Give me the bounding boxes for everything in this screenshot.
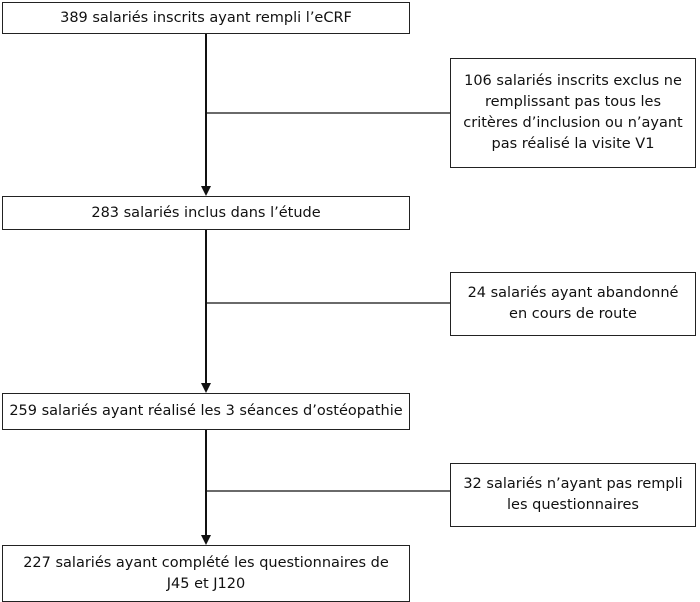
- box-dropped-out-line: 24 salariés ayant abandonné: [467, 285, 679, 301]
- box-excluded: [450, 58, 696, 168]
- box-excluded-line: 106 salariés inscrits exclus ne: [464, 73, 682, 89]
- box-dropped-out-text: [468, 283, 679, 325]
- box-completed-questionnaires: [2, 545, 410, 602]
- box-dropped-out-line: en cours de route: [509, 306, 637, 322]
- box-enrolled-text: [60, 8, 352, 29]
- box-enrolled-line: 389 salariés inscrits ayant rempli l’eCRF: [60, 9, 352, 26]
- box-completed-sessions-line: 259 salariés ayant réalisé les 3 séances d’ostéopathie: [9, 403, 403, 419]
- box-excluded-line: critères d’inclusion ou n’ayant: [463, 115, 683, 131]
- box-excluded-text: [463, 71, 682, 155]
- box-completed-questionnaires-line: J45 et J120: [166, 575, 246, 592]
- box-completed-sessions-text: [9, 401, 402, 422]
- box-completed-questionnaires-line: 227 salariés ayant complété les questionnaires de: [23, 554, 389, 571]
- box-included-text: [91, 203, 320, 224]
- box-excluded-line: pas réalisé la visite V1: [491, 136, 655, 152]
- box-no-questionnaires: [450, 463, 696, 527]
- box-included-line: 283 salariés inclus dans l’étude: [91, 204, 321, 221]
- box-completed-sessions: [2, 393, 410, 430]
- box-no-questionnaires-text: [463, 474, 682, 516]
- box-completed-questionnaires-text: [23, 553, 389, 595]
- box-enrolled: [2, 2, 410, 34]
- box-no-questionnaires-line: 32 salariés n’ayant pas rempli: [463, 476, 683, 492]
- box-included: [2, 196, 410, 230]
- box-no-questionnaires-line: les questionnaires: [507, 497, 639, 513]
- box-excluded-line: remplissant pas tous les: [484, 94, 662, 110]
- box-dropped-out: [450, 272, 696, 336]
